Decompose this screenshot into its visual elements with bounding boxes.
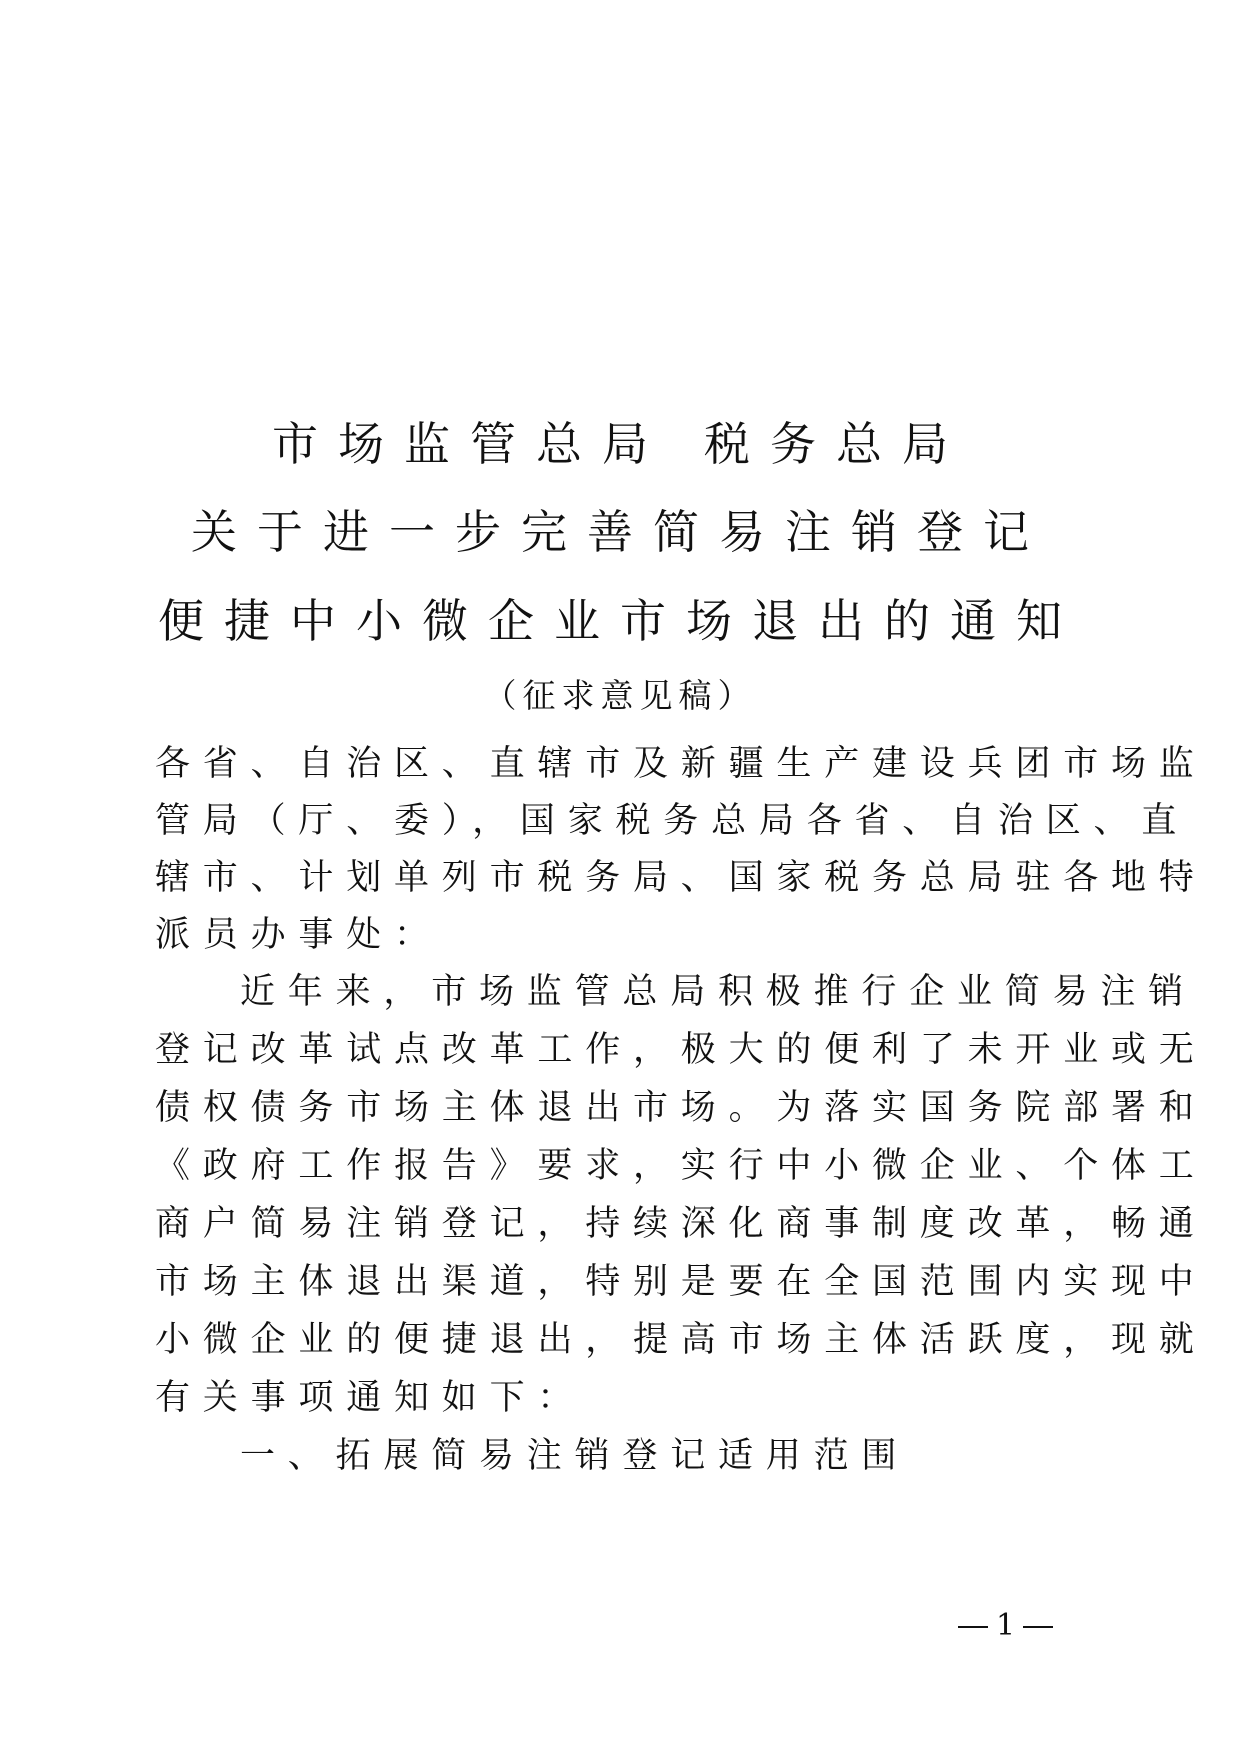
addressee-line: 各省、自治区、直辖市及新疆生产建设兵团市场监 xyxy=(155,744,1207,784)
paragraph-line: 有关事项通知如下： xyxy=(155,1378,586,1418)
paragraph-line: 市场主体退出渠道，特别是要在全国范围内实现中 xyxy=(155,1262,1207,1302)
title-line-2: 关于进一步完善简易注销登记 xyxy=(191,505,1049,559)
paragraph-line: 债权债务市场主体退出市场。为落实国务院部署和 xyxy=(155,1088,1207,1128)
title-issuer-market-regulation: 市场监管总局 xyxy=(272,417,668,471)
addressee-line: 辖市、计划单列市税务局、国家税务总局驻各地特 xyxy=(155,858,1207,898)
page-number-value: 1 xyxy=(996,1608,1016,1643)
title-line-1 xyxy=(0,408,1240,474)
page-number-dash-right xyxy=(1023,1626,1053,1628)
page-number xyxy=(950,1608,1060,1643)
title-issuer-taxation: 税务总局 xyxy=(704,417,968,471)
paragraph-line: 近年来，市场监管总局积极推行企业简易注销 xyxy=(240,972,1197,1012)
addressee-line: 派员办事处： xyxy=(155,915,442,955)
title-line-3: 便捷中小微企业市场退出的通知 xyxy=(158,594,1082,648)
section-heading: 一、拓展简易注销登记适用范围 xyxy=(240,1436,910,1476)
paragraph-line: 《政府工作报告》要求，实行中小微企业、个体工 xyxy=(155,1146,1207,1186)
paragraph-line: 登记改革试点改革工作，极大的便利了未开业或无 xyxy=(155,1030,1207,1070)
document-subtitle: （征求意见稿） xyxy=(483,676,757,715)
paragraph-line: 小微企业的便捷退出，提高市场主体活跃度，现就 xyxy=(155,1320,1207,1360)
page-number-dash-left xyxy=(958,1626,988,1628)
addressee-line: 管局（厅、委），国家税务总局各省、自治区、直 xyxy=(155,801,1190,841)
paragraph-line: 商户简易注销登记，持续深化商事制度改革，畅通 xyxy=(155,1204,1207,1244)
